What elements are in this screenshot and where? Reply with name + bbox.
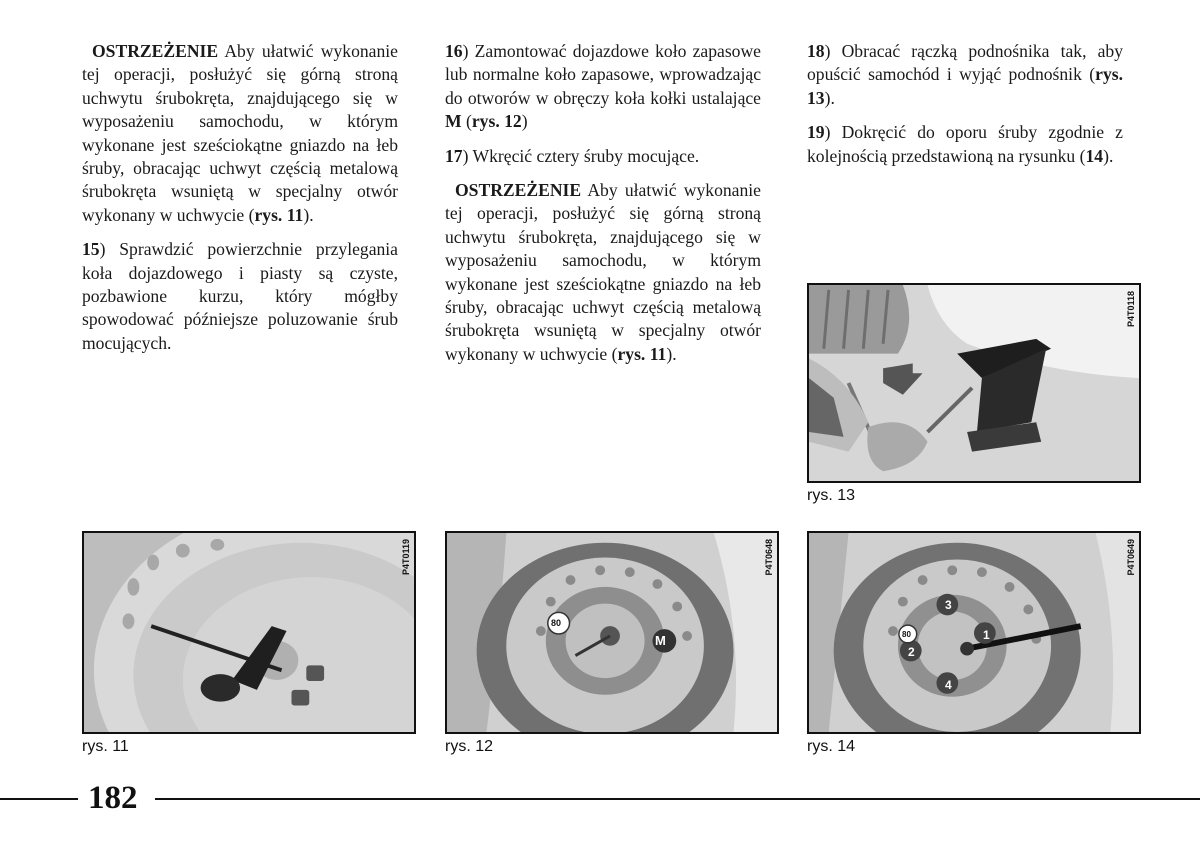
- step-18: 18) Obracać rączką podnośnika tak, aby opuścić samochód i wyjąć podnośnik (rys. 13).: [807, 41, 1123, 108]
- step-15: 15) Sprawdzić powierzchnie przylegania koła dojazdowego i piasty są czyste, pozbawione kurzu, który mógłby spowodować późniejsze poluzowanie śrub mocujących.: [82, 239, 398, 353]
- figure-12-caption: rys. 12: [445, 738, 494, 755]
- bolt-order-2: 2: [908, 645, 915, 659]
- text-column-2: [445, 40, 761, 377]
- figure-code: P4T0649: [1126, 539, 1136, 576]
- figure-13-caption: rys. 13: [807, 487, 856, 504]
- bolt-order-1: 1: [983, 628, 990, 642]
- wheel-bolt-illustration: [84, 533, 414, 732]
- figure-code: P4T0118: [1126, 291, 1136, 328]
- jack-illustration: [809, 285, 1139, 481]
- warning-paragraph: OSTRZEŻENIE Aby ułatwić wykonanie tej operacji, posłużyć się górną stroną uchwytu śrubokręta, znajdującego się w wyposażeniu samochodu, w którym wykonane jest sześciokątne gniazdo na łeb śruby, obracając uchwyt częścią metalową śrubokręta wsuniętą w specjalny otwór wykonany w uchwycie (rys. 11).: [82, 41, 398, 225]
- pin-label-m: M: [655, 633, 666, 648]
- step-16: 16) Zamontować dojazdowe koło zapasowe lub normalne koło zapasowe, wprowadzając do otworów w obręczy koła kołki ustalające M (rys. 12): [445, 41, 761, 132]
- figure-12-wheel-pins: [445, 531, 779, 734]
- step-17: 17) Wkręcić cztery śruby mocujące.: [445, 145, 700, 166]
- figure-11-wheel-bolt: [82, 531, 416, 734]
- bolt-order-3: 3: [945, 598, 952, 612]
- footer-rule-right: [155, 798, 1200, 800]
- bolt-order-4: 4: [945, 678, 952, 692]
- warning-label: OSTRZEŻENIE: [455, 180, 582, 201]
- figure-code: P4T0648: [764, 539, 774, 576]
- wheel-pins-illustration: [447, 533, 777, 732]
- figure-14-bolt-order: [807, 531, 1141, 734]
- figure-14-caption: rys. 14: [807, 738, 856, 755]
- warning-paragraph: OSTRZEŻENIE Aby ułatwić wykonanie tej operacji, posłużyć się górną stroną uchwytu śrubokręta, znajdującego się w wyposażeniu samochodu, w którym wykonane jest sześciokątne gniazdo na łeb śruby, obracając uchwyt częścią metalową śrubokręta wsuniętą w specjalny otwór wykonany w uchwycie (rys. 11).: [445, 180, 761, 364]
- page-number: 182: [88, 780, 138, 816]
- figure-13-jack: [807, 283, 1141, 483]
- text-column-3: [807, 40, 1123, 179]
- warning-label: OSTRZEŻENIE: [92, 41, 219, 61]
- speed-label: 80: [551, 618, 562, 628]
- bolt-order-illustration: [809, 533, 1139, 732]
- step-19: 19) Dokręcić do oporu śruby zgodnie z kolejnością przedstawioną na rysunku (14).: [807, 122, 1123, 166]
- footer-rule-left: [0, 798, 78, 800]
- speed-label: 80: [902, 630, 911, 639]
- text-column-1: [82, 40, 398, 366]
- figure-11-caption: rys. 11: [82, 738, 129, 755]
- figure-code: P4T0119: [401, 539, 411, 576]
